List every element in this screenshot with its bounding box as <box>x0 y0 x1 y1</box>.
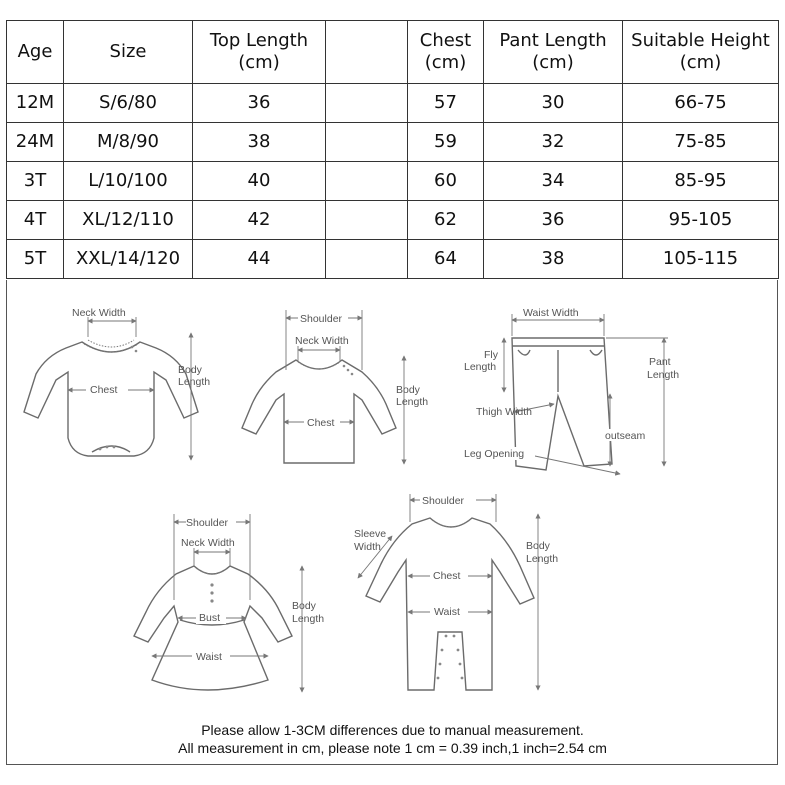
dress-bust-label: Bust <box>199 612 221 624</box>
table-cell: 95-105 <box>623 201 779 240</box>
table-cell: 3T <box>7 162 64 201</box>
dress-shoulder-label: Shoulder <box>186 517 229 529</box>
table-cell: L/10/100 <box>64 162 193 201</box>
table-row <box>7 123 779 162</box>
top-diagram <box>242 310 428 464</box>
table-header-row <box>7 21 779 84</box>
table-cell: 38 <box>484 240 623 279</box>
table-cell <box>326 84 408 123</box>
table-cell: 44 <box>193 240 326 279</box>
column-header: Age <box>7 21 64 84</box>
romper-sleeve-width-label: Width <box>354 541 381 553</box>
table-cell: 24M <box>7 123 64 162</box>
pants-fly-length-label: Length <box>464 361 497 373</box>
top-body-label: Body <box>396 384 420 396</box>
column-header: Chest (cm) <box>408 21 484 84</box>
bodysuit-neck-width-label: Neck Width <box>72 307 126 319</box>
table-cell: 62 <box>408 201 484 240</box>
bodysuit-diagram <box>24 307 210 460</box>
pants-pant-length-label: Length <box>647 369 680 381</box>
romper-waist-label: Waist <box>434 606 460 618</box>
pants-pant-label: Pant <box>649 356 671 368</box>
top-neck-width-label: Neck Width <box>295 335 349 347</box>
table-cell: 64 <box>408 240 484 279</box>
bodysuit-length-label: Length <box>178 376 211 388</box>
dress-diagram <box>134 514 324 692</box>
top-chest-label: Chest <box>307 417 335 429</box>
pants-thigh-width-label: Thigh Width <box>476 406 533 418</box>
table-cell: XXL/14/120 <box>64 240 193 279</box>
table-row <box>7 240 779 279</box>
table-cell: S/6/80 <box>64 84 193 123</box>
table-cell: 12M <box>7 84 64 123</box>
table-row <box>7 201 779 240</box>
table-cell: 4T <box>7 201 64 240</box>
column-header: Size <box>64 21 193 84</box>
romper-diagram <box>354 494 558 690</box>
table-cell: 38 <box>193 123 326 162</box>
pants-outseam-label: outseam <box>605 430 646 442</box>
table-row <box>7 84 779 123</box>
table-cell: 105-115 <box>623 240 779 279</box>
table-cell: 60 <box>408 162 484 201</box>
romper-chest-label: Chest <box>433 570 461 582</box>
dress-neck-width-label: Neck Width <box>181 537 235 549</box>
pants-diagram <box>463 307 679 474</box>
note-units: All measurement in cm, please note 1 cm = 0.39 inch,1 inch=2.54 cm <box>178 740 607 756</box>
table-cell: 34 <box>484 162 623 201</box>
table-cell: 75-85 <box>623 123 779 162</box>
romper-sleeve-label: Sleeve <box>354 528 387 540</box>
pants-leg-opening-label: Leg Opening <box>464 448 525 460</box>
bodysuit-chest-label: Chest <box>90 384 118 396</box>
table-cell: 30 <box>484 84 623 123</box>
table-row <box>7 162 779 201</box>
pants-fly-label: Fly <box>484 349 498 361</box>
table-cell: M/8/90 <box>64 123 193 162</box>
table-cell: 32 <box>484 123 623 162</box>
measurement-diagrams <box>6 281 778 706</box>
table-cell: 36 <box>484 201 623 240</box>
romper-body-label: Body <box>526 540 550 552</box>
table-cell: 5T <box>7 240 64 279</box>
table-cell <box>326 162 408 201</box>
table-cell: 57 <box>408 84 484 123</box>
top-length-label: Length <box>396 396 429 408</box>
table-cell <box>326 123 408 162</box>
pants-waist-width-label: Waist Width <box>523 307 579 319</box>
dress-body-label: Body <box>292 600 316 612</box>
note-tolerance: Please allow 1-3CM differences due to manual measurement. <box>201 722 584 738</box>
table-cell: 66-75 <box>623 84 779 123</box>
column-header: Pant Length (cm) <box>484 21 623 84</box>
romper-shoulder-label: Shoulder <box>422 495 465 507</box>
table-cell: 59 <box>408 123 484 162</box>
dress-waist-label: Waist <box>196 651 222 663</box>
table-cell: 42 <box>193 201 326 240</box>
top-shoulder-label: Shoulder <box>300 313 343 325</box>
column-header <box>326 21 408 84</box>
dress-length-label: Length <box>292 613 325 625</box>
column-header: Suitable Height (cm) <box>623 21 779 84</box>
table-cell: 85-95 <box>623 162 779 201</box>
table-cell: 40 <box>193 162 326 201</box>
bodysuit-body-label: Body <box>178 364 202 376</box>
romper-length-label: Length <box>526 553 559 565</box>
table-cell <box>326 240 408 279</box>
table-cell: 36 <box>193 84 326 123</box>
column-header: Top Length (cm) <box>193 21 326 84</box>
table-cell <box>326 201 408 240</box>
size-chart-table <box>6 20 779 279</box>
table-cell: XL/12/110 <box>64 201 193 240</box>
